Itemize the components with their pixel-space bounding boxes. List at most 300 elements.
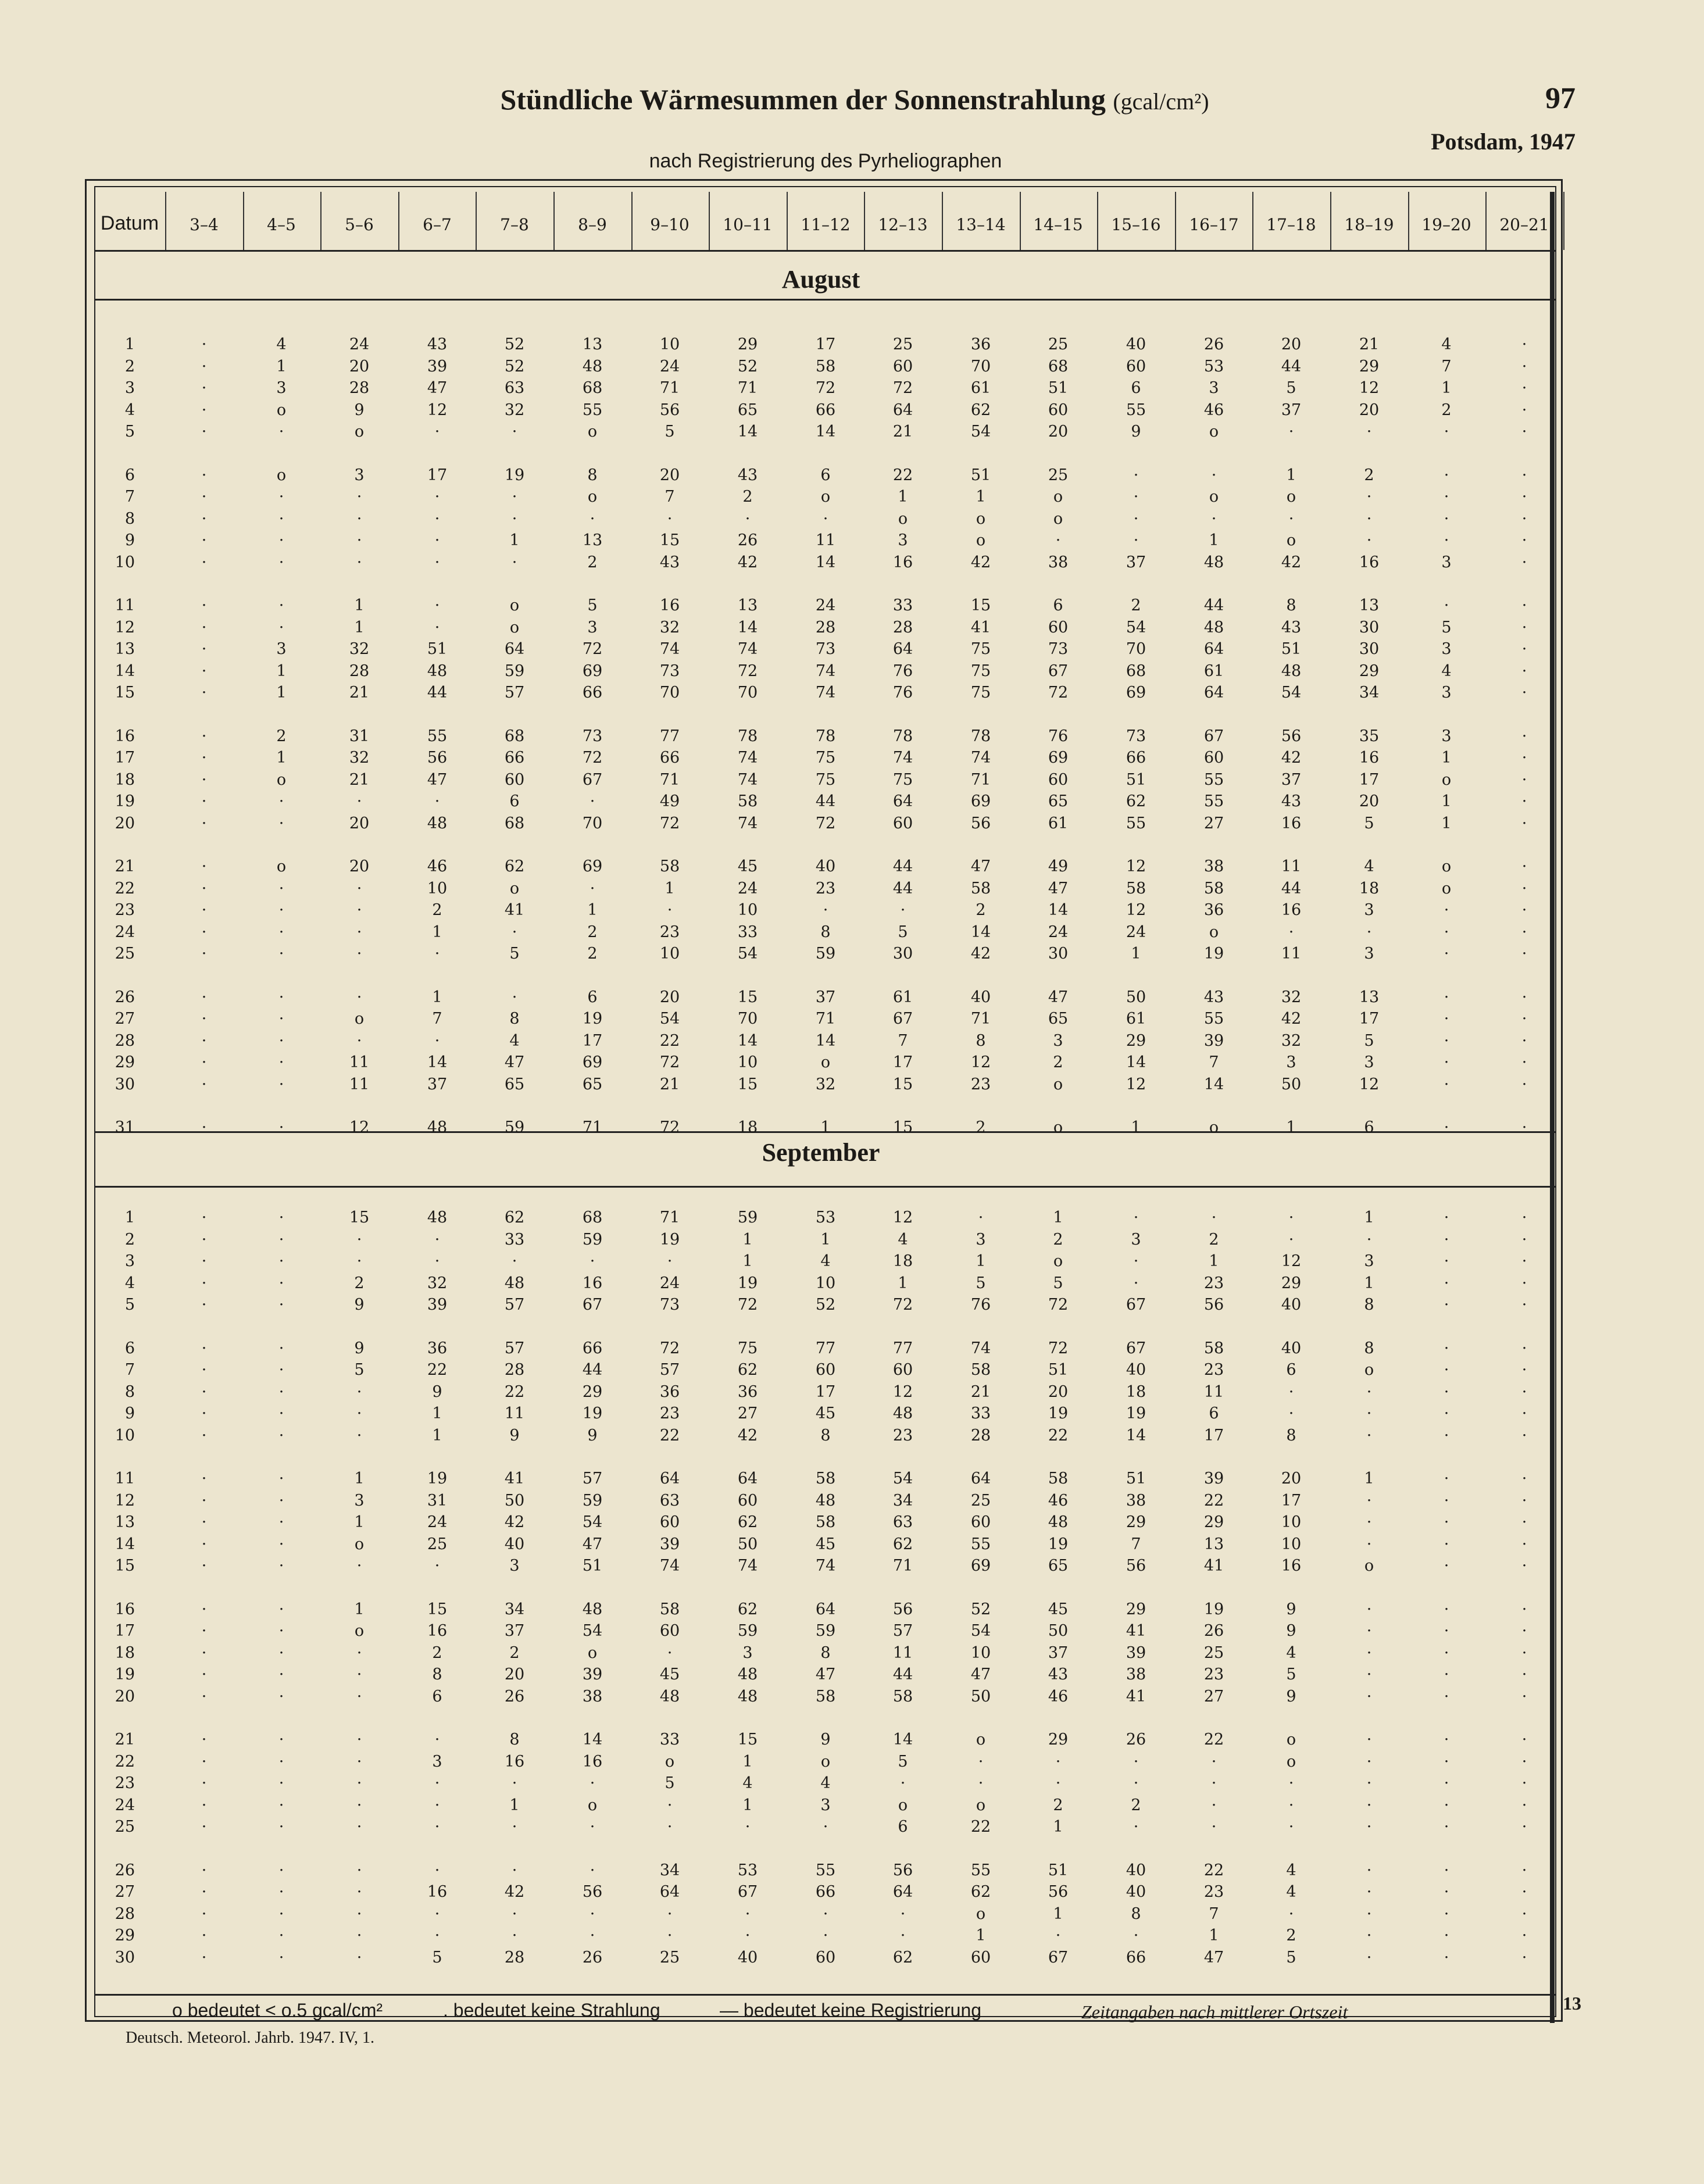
table-cell: 71	[582, 1118, 603, 1136]
table-cell: ·	[1133, 1209, 1139, 1227]
table-cell: 10	[970, 1644, 991, 1662]
table-cell: 40	[1126, 1361, 1146, 1379]
header-column-divider	[398, 192, 399, 250]
table-cell: ·	[1521, 814, 1527, 832]
table-cell: 16	[1359, 553, 1380, 571]
table-cell: 45	[659, 1665, 680, 1683]
table-cell: 60	[659, 1513, 680, 1531]
row-date: 4	[124, 401, 135, 419]
table-cell: 20	[659, 466, 680, 484]
table-cell: ·	[1366, 1600, 1372, 1618]
table-cell: 59	[815, 945, 836, 963]
table-cell: 48	[737, 1665, 758, 1683]
table-cell: ·	[201, 880, 207, 898]
table-cell: ·	[1444, 1339, 1449, 1357]
table-cell: 14	[815, 553, 836, 571]
table-cell: 58	[737, 792, 758, 810]
table-cell: 1	[820, 1231, 831, 1249]
table-cell: 48	[659, 1688, 680, 1706]
table-cell: 26	[504, 1688, 525, 1706]
table-cell: ·	[1521, 619, 1527, 637]
table-cell: 30	[1359, 619, 1380, 637]
table-cell: 69	[582, 857, 603, 875]
table-cell: ·	[278, 1118, 284, 1136]
table-cell: ·	[1366, 1535, 1372, 1553]
table-cell: 23	[1203, 1665, 1224, 1683]
header-column-divider	[1485, 192, 1487, 250]
table-cell: ·	[356, 531, 362, 549]
table-cell: ·	[356, 1032, 362, 1050]
table-cell: 38	[1126, 1665, 1146, 1683]
table-cell: ·	[201, 1731, 207, 1749]
table-cell: 44	[892, 857, 913, 875]
table-cell: 59	[504, 1118, 525, 1136]
table-cell: 7	[1441, 358, 1452, 376]
table-cell: ·	[667, 1818, 673, 1836]
table-cell: ·	[434, 1818, 440, 1836]
table-cell: ·	[667, 901, 673, 919]
table-cell: 60	[1126, 358, 1146, 376]
table-cell: ·	[201, 923, 207, 941]
table-cell: 44	[582, 1361, 603, 1379]
table-cell: ·	[201, 1665, 207, 1683]
table-cell: 38	[1126, 1492, 1146, 1510]
row-date: 12	[115, 1492, 135, 1510]
table-cell: ·	[1444, 1032, 1449, 1050]
table-cell: ·	[434, 1905, 440, 1923]
table-cell: 1	[354, 619, 365, 637]
table-cell: 41	[1126, 1688, 1146, 1706]
table-cell: ·	[1521, 1010, 1527, 1028]
row-date: 6	[124, 466, 135, 484]
table-cell: 55	[815, 1861, 836, 1879]
table-cell: 2	[587, 945, 598, 963]
table-cell: 40	[737, 1949, 758, 1967]
table-cell: 71	[659, 1209, 680, 1227]
table-cell: 29	[582, 1383, 603, 1401]
table-cell: 3	[1364, 1053, 1374, 1071]
table-cell: 3	[276, 640, 287, 658]
table-cell: 45	[737, 857, 758, 875]
table-cell: 48	[1203, 619, 1224, 637]
table-cell: ·	[1521, 1361, 1527, 1379]
header-column-divider	[1097, 192, 1098, 250]
table-cell: 37	[815, 988, 836, 1006]
table-cell: 48	[892, 1404, 913, 1422]
table-cell: 3	[820, 1796, 831, 1814]
table-cell: ·	[590, 1926, 595, 1944]
table-cell: 65	[737, 401, 758, 419]
table-cell: 14	[970, 923, 991, 941]
table-cell: ·	[278, 923, 284, 941]
table-cell: 59	[504, 662, 525, 680]
table-cell: 1	[509, 1796, 520, 1814]
table-cell: 44	[1281, 880, 1302, 898]
table-cell: ·	[1521, 1383, 1527, 1401]
table-cell: ·	[434, 1926, 440, 1944]
table-cell: 47	[1048, 880, 1069, 898]
table-cell: ·	[201, 466, 207, 484]
table-cell: 39	[582, 1665, 603, 1683]
table-cell: ·	[1288, 1404, 1294, 1422]
table-cell: ·	[201, 1883, 207, 1901]
table-cell: ·	[1211, 1818, 1217, 1836]
table-cell: ·	[201, 553, 207, 571]
table-cell: 9	[1286, 1622, 1296, 1640]
table-cell: ·	[512, 510, 517, 528]
table-cell: ·	[201, 662, 207, 680]
table-cell: 14	[892, 1731, 913, 1749]
row-date: 8	[124, 1383, 135, 1401]
table-cell: 19	[582, 1404, 603, 1422]
row-date: 9	[124, 1404, 135, 1422]
table-cell: ·	[201, 1600, 207, 1618]
table-cell: 47	[1203, 1949, 1224, 1967]
table-cell: 16	[427, 1622, 448, 1640]
table-cell: 11	[1203, 1383, 1224, 1401]
table-cell: 73	[659, 662, 680, 680]
table-cell: 3	[1209, 379, 1219, 397]
table-cell: ·	[356, 1949, 362, 1967]
table-cell: 7	[432, 1010, 442, 1028]
table-cell: 40	[970, 988, 991, 1006]
table-cell: 4	[1364, 857, 1374, 875]
table-cell: ·	[201, 619, 207, 637]
table-cell: ·	[356, 1883, 362, 1901]
table-cell: 14	[737, 1032, 758, 1050]
table-cell: ·	[1521, 553, 1527, 571]
row-date: 18	[115, 1644, 135, 1662]
table-cell: ·	[1521, 1513, 1527, 1531]
table-cell: ·	[1521, 1861, 1527, 1879]
table-cell: 8	[587, 466, 598, 484]
table-bottom-rule	[94, 1994, 1556, 1996]
table-cell: 1	[742, 1252, 753, 1270]
table-cell: 37	[1281, 401, 1302, 419]
table-cell: ·	[356, 1665, 362, 1683]
row-date: 10	[115, 1427, 135, 1445]
table-cell: 5	[432, 1949, 442, 1967]
table-cell: 25	[427, 1535, 448, 1553]
table-cell: 41	[504, 901, 525, 919]
table-cell: ·	[201, 749, 207, 767]
table-cell: ·	[1211, 1753, 1217, 1771]
table-cell: 17	[892, 1053, 913, 1071]
table-cell: ·	[590, 880, 595, 898]
table-cell: o	[820, 1053, 831, 1071]
table-cell: 17	[1359, 1010, 1380, 1028]
table-cell: 71	[815, 1010, 836, 1028]
table-cell: 74	[737, 640, 758, 658]
table-cell: 47	[427, 379, 448, 397]
table-cell: 37	[504, 1622, 525, 1640]
table-cell: 20	[1281, 335, 1302, 353]
table-cell: ·	[278, 1252, 284, 1270]
table-cell: 3	[1441, 553, 1452, 571]
table-cell: ·	[1366, 531, 1372, 549]
table-cell: 58	[815, 1470, 836, 1488]
table-cell: 66	[504, 749, 525, 767]
table-cell: 63	[504, 379, 525, 397]
table-cell: ·	[278, 1404, 284, 1422]
table-cell: 12	[1126, 1075, 1146, 1093]
table-cell: 29	[1126, 1513, 1146, 1531]
table-cell: 1	[976, 1926, 986, 1944]
row-date: 11	[115, 596, 135, 614]
table-cell: ·	[1444, 1926, 1449, 1944]
table-cell: 64	[1203, 684, 1224, 702]
table-cell: 71	[892, 1557, 913, 1575]
table-cell: 66	[1126, 1949, 1146, 1967]
table-cell: 60	[970, 1949, 991, 1967]
table-cell: 72	[1048, 684, 1069, 702]
table-cell: 14	[1203, 1075, 1224, 1093]
month-heading: September	[762, 1138, 880, 1167]
table-cell: ·	[278, 1883, 284, 1901]
table-cell: ·	[201, 1905, 207, 1923]
table-cell: ·	[356, 510, 362, 528]
row-date: 26	[115, 988, 135, 1006]
table-cell: 56	[892, 1600, 913, 1618]
table-cell: 44	[815, 792, 836, 810]
table-cell: ·	[1366, 488, 1372, 506]
table-cell: ·	[434, 619, 440, 637]
table-cell: ·	[278, 1644, 284, 1662]
table-cell: ·	[278, 531, 284, 549]
table-cell: ·	[1211, 1796, 1217, 1814]
row-date: 5	[124, 1296, 135, 1314]
table-cell: 78	[970, 727, 991, 745]
table-cell: 70	[970, 358, 991, 376]
table-cell: ·	[278, 880, 284, 898]
table-cell: ·	[1444, 1118, 1449, 1136]
table-cell: 2	[509, 1644, 520, 1662]
table-cell: 58	[1203, 1339, 1224, 1357]
table-cell: 67	[1126, 1339, 1146, 1357]
table-cell: 57	[504, 1339, 525, 1357]
table-cell: ·	[1521, 1949, 1527, 1967]
table-cell: 28	[504, 1949, 525, 1967]
table-cell: 1	[509, 531, 520, 549]
table-cell: ·	[512, 1861, 517, 1879]
subtitle: nach Registrierung des Pyrheliographen	[649, 150, 1002, 172]
row-date: 22	[115, 1753, 135, 1771]
table-cell: 9	[354, 401, 365, 419]
table-cell: 3	[976, 1231, 986, 1249]
table-cell: ·	[278, 1818, 284, 1836]
table-cell: 42	[1281, 1010, 1302, 1028]
row-date: 15	[115, 1557, 135, 1575]
table-cell: 29	[1126, 1032, 1146, 1050]
table-cell: ·	[278, 1427, 284, 1445]
table-cell: ·	[201, 488, 207, 506]
table-cell: ·	[356, 988, 362, 1006]
table-cell: ·	[201, 531, 207, 549]
table-cell: ·	[278, 1231, 284, 1249]
table-cell: ·	[1444, 1296, 1449, 1314]
table-cell: 68	[504, 814, 525, 832]
table-cell: 71	[970, 771, 991, 789]
table-cell: 32	[504, 401, 525, 419]
table-cell: ·	[1521, 1731, 1527, 1749]
table-cell: 68	[1048, 358, 1069, 376]
table-cell: 1	[820, 1118, 831, 1136]
table-cell: ·	[1444, 1622, 1449, 1640]
table-cell: 13	[582, 335, 603, 353]
table-cell: 20	[1281, 1470, 1302, 1488]
table-cell: 62	[970, 401, 991, 419]
table-cell: 48	[815, 1492, 836, 1510]
table-cell: 60	[737, 1492, 758, 1510]
row-date: 16	[115, 727, 135, 745]
table-cell: 52	[815, 1296, 836, 1314]
table-cell: ·	[434, 1557, 440, 1575]
table-cell: ·	[201, 945, 207, 963]
table-cell: 61	[970, 379, 991, 397]
table-cell: ·	[823, 510, 828, 528]
table-cell: ·	[1211, 1209, 1217, 1227]
header-column-divider	[631, 192, 633, 250]
header-column-divider	[1175, 192, 1176, 250]
table-cell: 50	[1048, 1622, 1069, 1640]
row-date: 27	[115, 1010, 135, 1028]
table-cell: o	[276, 771, 287, 789]
table-cell: 28	[349, 379, 370, 397]
table-cell: ·	[1055, 531, 1061, 549]
table-cell: 59	[582, 1492, 603, 1510]
row-date: 3	[124, 1252, 135, 1270]
table-cell: ·	[1521, 1774, 1527, 1792]
table-cell: 60	[1203, 749, 1224, 767]
table-cell: 8	[820, 1644, 831, 1662]
table-cell: 39	[1203, 1470, 1224, 1488]
table-cell: ·	[1521, 1470, 1527, 1488]
table-cell: ·	[590, 510, 595, 528]
table-cell: ·	[590, 1861, 595, 1879]
table-cell: ·	[1521, 1404, 1527, 1422]
table-cell: ·	[201, 1404, 207, 1422]
table-cell: 32	[659, 619, 680, 637]
table-cell: 1	[432, 988, 442, 1006]
table-cell: 51	[427, 640, 448, 658]
table-cell: ·	[1521, 1644, 1527, 1662]
table-cell: 72	[659, 1118, 680, 1136]
table-cell: ·	[1444, 1075, 1449, 1093]
table-cell: 31	[427, 1492, 448, 1510]
table-cell: 64	[892, 640, 913, 658]
table-cell: ·	[201, 857, 207, 875]
table-cell: ·	[1366, 1665, 1372, 1683]
table-cell: ·	[1521, 945, 1527, 963]
table-cell: 21	[970, 1383, 991, 1401]
table-cell: 3	[354, 466, 365, 484]
table-cell: ·	[278, 1861, 284, 1879]
table-cell: 6	[587, 988, 598, 1006]
row-date: 30	[115, 1949, 135, 1967]
table-cell: o	[976, 510, 986, 528]
table-cell: 1	[276, 662, 287, 680]
legend-dot: . bedeutet keine Strahlung	[443, 2000, 660, 2021]
table-cell: ·	[978, 1774, 984, 1792]
table-cell: 48	[504, 1274, 525, 1292]
table-cell: 1	[1441, 379, 1452, 397]
table-cell: 10	[737, 901, 758, 919]
table-cell: 51	[582, 1557, 603, 1575]
table-cell: 70	[737, 1010, 758, 1028]
table-cell: 1	[354, 1513, 365, 1531]
table-cell: 18	[1359, 880, 1380, 898]
table-cell: ·	[1366, 1731, 1372, 1749]
table-cell: 9	[1131, 423, 1141, 441]
table-cell: 15	[659, 531, 680, 549]
table-cell: 56	[892, 1861, 913, 1879]
table-cell: 58	[892, 1688, 913, 1706]
row-date: 26	[115, 1861, 135, 1879]
table-cell: 37	[1048, 1644, 1069, 1662]
table-cell: ·	[1444, 901, 1449, 919]
table-cell: 2	[1053, 1796, 1063, 1814]
table-cell: 41	[1203, 1557, 1224, 1575]
table-cell: ·	[201, 1774, 207, 1792]
table-cell: ·	[201, 792, 207, 810]
table-cell: ·	[823, 1926, 828, 1944]
table-cell: 42	[504, 1883, 525, 1901]
table-cell: 17	[1359, 771, 1380, 789]
table-cell: 61	[1048, 814, 1069, 832]
table-cell: 24	[659, 358, 680, 376]
table-cell: ·	[201, 1861, 207, 1879]
table-cell: 2	[976, 901, 986, 919]
table-cell: 55	[1126, 814, 1146, 832]
table-cell: o	[1441, 857, 1452, 875]
table-cell: o	[1286, 1731, 1296, 1749]
table-cell: 7	[1209, 1053, 1219, 1071]
table-cell: o	[509, 880, 520, 898]
table-cell: 20	[1048, 423, 1069, 441]
table-cell: 11	[815, 531, 836, 549]
table-cell: 56	[970, 814, 991, 832]
row-date: 15	[115, 684, 135, 702]
header-column-divider	[320, 192, 321, 250]
table-cell: 16	[504, 1753, 525, 1771]
table-cell: ·	[1366, 1231, 1372, 1249]
header-hour: 10–11	[723, 215, 773, 234]
table-cell: ·	[1366, 1926, 1372, 1944]
row-date: 10	[115, 553, 135, 571]
table-cell: 16	[1281, 901, 1302, 919]
table-cell: 70	[659, 684, 680, 702]
table-cell: ·	[1288, 1905, 1294, 1923]
table-cell: ·	[1521, 1622, 1527, 1640]
table-cell: 12	[970, 1053, 991, 1071]
row-date: 4	[124, 1274, 135, 1292]
table-cell: ·	[1444, 466, 1449, 484]
table-cell: 1	[354, 1470, 365, 1488]
table-cell: 15	[737, 1731, 758, 1749]
table-cell: 40	[1126, 1883, 1146, 1901]
table-cell: 74	[737, 771, 758, 789]
table-cell: 14	[737, 423, 758, 441]
table-cell: 59	[815, 1622, 836, 1640]
table-cell: 9	[1286, 1600, 1296, 1618]
table-cell: ·	[356, 1644, 362, 1662]
table-cell: 72	[582, 640, 603, 658]
table-cell: ·	[1521, 857, 1527, 875]
table-cell: ·	[201, 1296, 207, 1314]
row-date: 14	[115, 662, 135, 680]
table-cell: 72	[737, 1296, 758, 1314]
table-cell: 75	[970, 684, 991, 702]
